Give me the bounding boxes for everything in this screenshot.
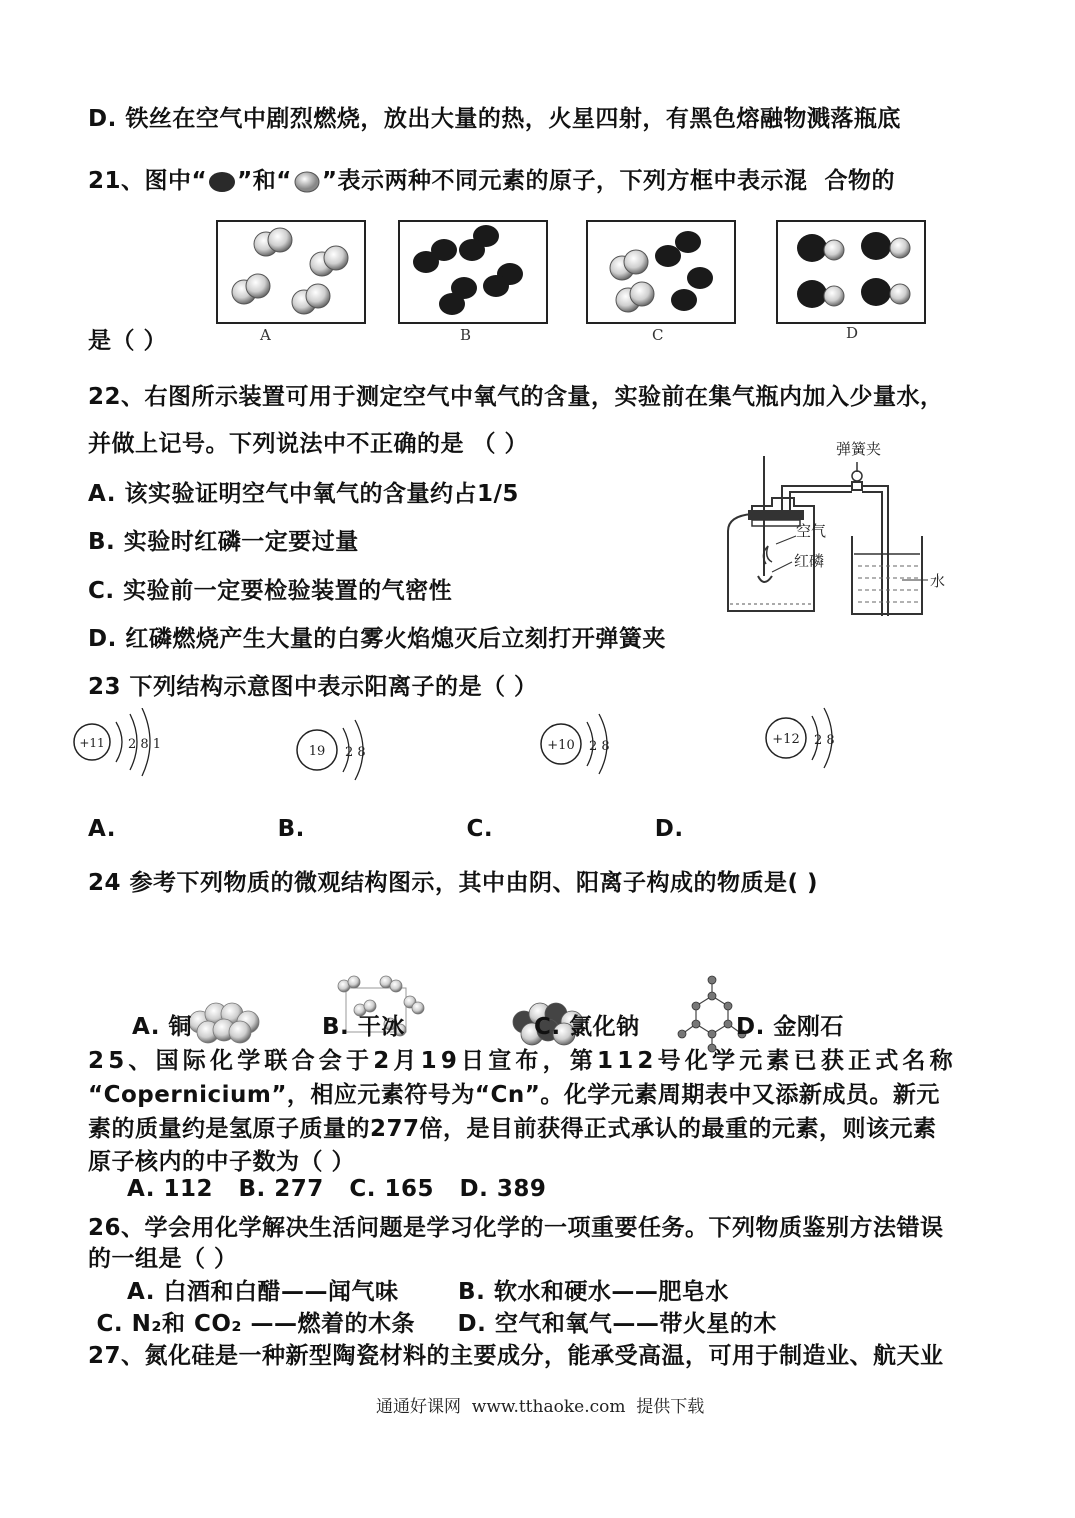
ion-diagram-d [762,704,852,776]
q21-caption-a: A [260,326,271,344]
phosphorus-label: 红磷 [794,552,825,570]
q26-stem-line1: 26、学会用化学解决生活问题是学习化学的一项重要任务。下列物质鉴别方法错误 [88,1215,944,1241]
q21-box-b [398,220,548,324]
ion-a-shells: 2 8 1 [128,737,162,752]
q26-options-cd [88,1305,777,1338]
q21-box-a [216,220,366,324]
q22-option-b: B. 实验时红磷一定要过量 [88,529,359,555]
q24-stem: 24 参考下列物质的微观结构图示，其中由阴、阳离子构成的物质是( ) [88,870,819,896]
q22-option-c: C. 实验前一定要检验装置的气密性 [88,578,453,604]
q23-options [88,816,684,842]
ion-a-nucleus: +11 [79,736,105,750]
q25-stem-line4: 原子核内的中子数为（ ） [88,1149,356,1175]
q21-stem-part3: ”表示两种不同元素的原子，下列方框中表示混 合物的 [321,168,895,194]
q21-stem-part1: 21、图中“ [88,168,208,194]
q21-box-d [776,220,926,324]
air-label: 空气 [796,522,827,540]
q23-stem: 23 下列结构示意图中表示阳离子的是（ ） [88,674,538,700]
q21-answer-blank: 是（ ） [88,328,168,354]
q26-options-ab-text: A. 白酒和白醋——闻气味 B. 软水和硬水——肥皂水 [110,1279,729,1305]
molecules-diagram-b [400,222,546,322]
q27-stem: 27、氮化硅是一种新型陶瓷材料的主要成分，能承受高温，可用于制造业、航天业 [88,1343,944,1369]
q24-option-a: A. 铜 [132,1014,192,1040]
q20-option-d: D. 铁丝在空气中剧烈燃烧，放出大量的热，火星四射，有黑色熔融物溅落瓶底 [88,106,901,132]
q25-stem-line2: “Copernicium”，相应元素符号为“Cn”。化学元素周期表中又添新成员。新元 [88,1082,940,1108]
molecules-diagram-c [588,222,734,322]
q21-caption-c: C [652,326,664,344]
q25-options [110,1176,546,1202]
q21-caption-d: D [846,324,859,342]
q26-options-ab [110,1273,729,1306]
q24-option-c: C. 氯化钠 [534,1014,640,1040]
ion-d-shells: 2 8 [814,733,835,748]
light-atom-icon [292,171,322,193]
oxygen-apparatus-diagram [722,436,962,616]
ion-b-nucleus: 19 [308,744,326,759]
ion-c-shells: 2 8 [589,739,610,754]
q25-stem-line3: 素的质量约是氢原子质量的277倍，是目前获得正式承认的最重的元素，则该元素 [88,1116,937,1142]
ion-diagram-a [70,708,170,780]
ion-d-nucleus: +12 [772,732,800,747]
ion-diagram-b [293,712,383,784]
q24-option-d: D. 金刚石 [736,1014,844,1040]
q22-option-d: D. 红磷燃烧产生大量的白雾火焰熄灭后立刻打开弹簧夹 [88,626,666,652]
copper-structure-image [186,992,266,1048]
q26-stem-line2: 的一组是（ ） [88,1246,238,1272]
dark-atom-icon [207,171,237,193]
ion-b-shells: 2 8 [345,745,366,760]
ion-c-nucleus: +10 [547,738,575,753]
q25-stem-line1: 25、国际化学联合会于2月19日宣布，第112号化学元素已获正式名称 [88,1048,957,1074]
clamp-label: 弹簧夹 [836,440,882,458]
q22-stem-line2: 并做上记号。下列说法中不正确的是 （ ） [88,431,529,457]
q26-options-cd-text: C. N₂和 CO₂ ——燃着的木条 D. 空气和氧气——带火星的木 [88,1311,777,1337]
q21-stem-part2: ”和“ [237,168,292,194]
molecules-diagram-d [778,222,924,322]
q25-options-text: A. 112 B. 277 C. 165 D. 389 [110,1176,547,1202]
q24-option-b: B. 干冰 [322,1014,405,1040]
q23-options-text: A. B. C. D. [88,816,684,842]
footer-source: 通通好课网 www.tthaoke.com 提供下载 [376,1397,705,1417]
molecules-diagram-a [218,222,364,322]
q22-stem-line1: 22、右图所示装置可用于测定空气中氧气的含量，实验前在集气瓶内加入少量水， [88,384,944,410]
q22-option-a: A. 该实验证明空气中氧气的含量约占1/5 [88,481,519,507]
water-label: 水 [930,572,946,590]
q21-stem [88,162,895,195]
q21-box-c [586,220,736,324]
ion-diagram-c [537,708,627,780]
q21-caption-b: B [460,326,472,344]
